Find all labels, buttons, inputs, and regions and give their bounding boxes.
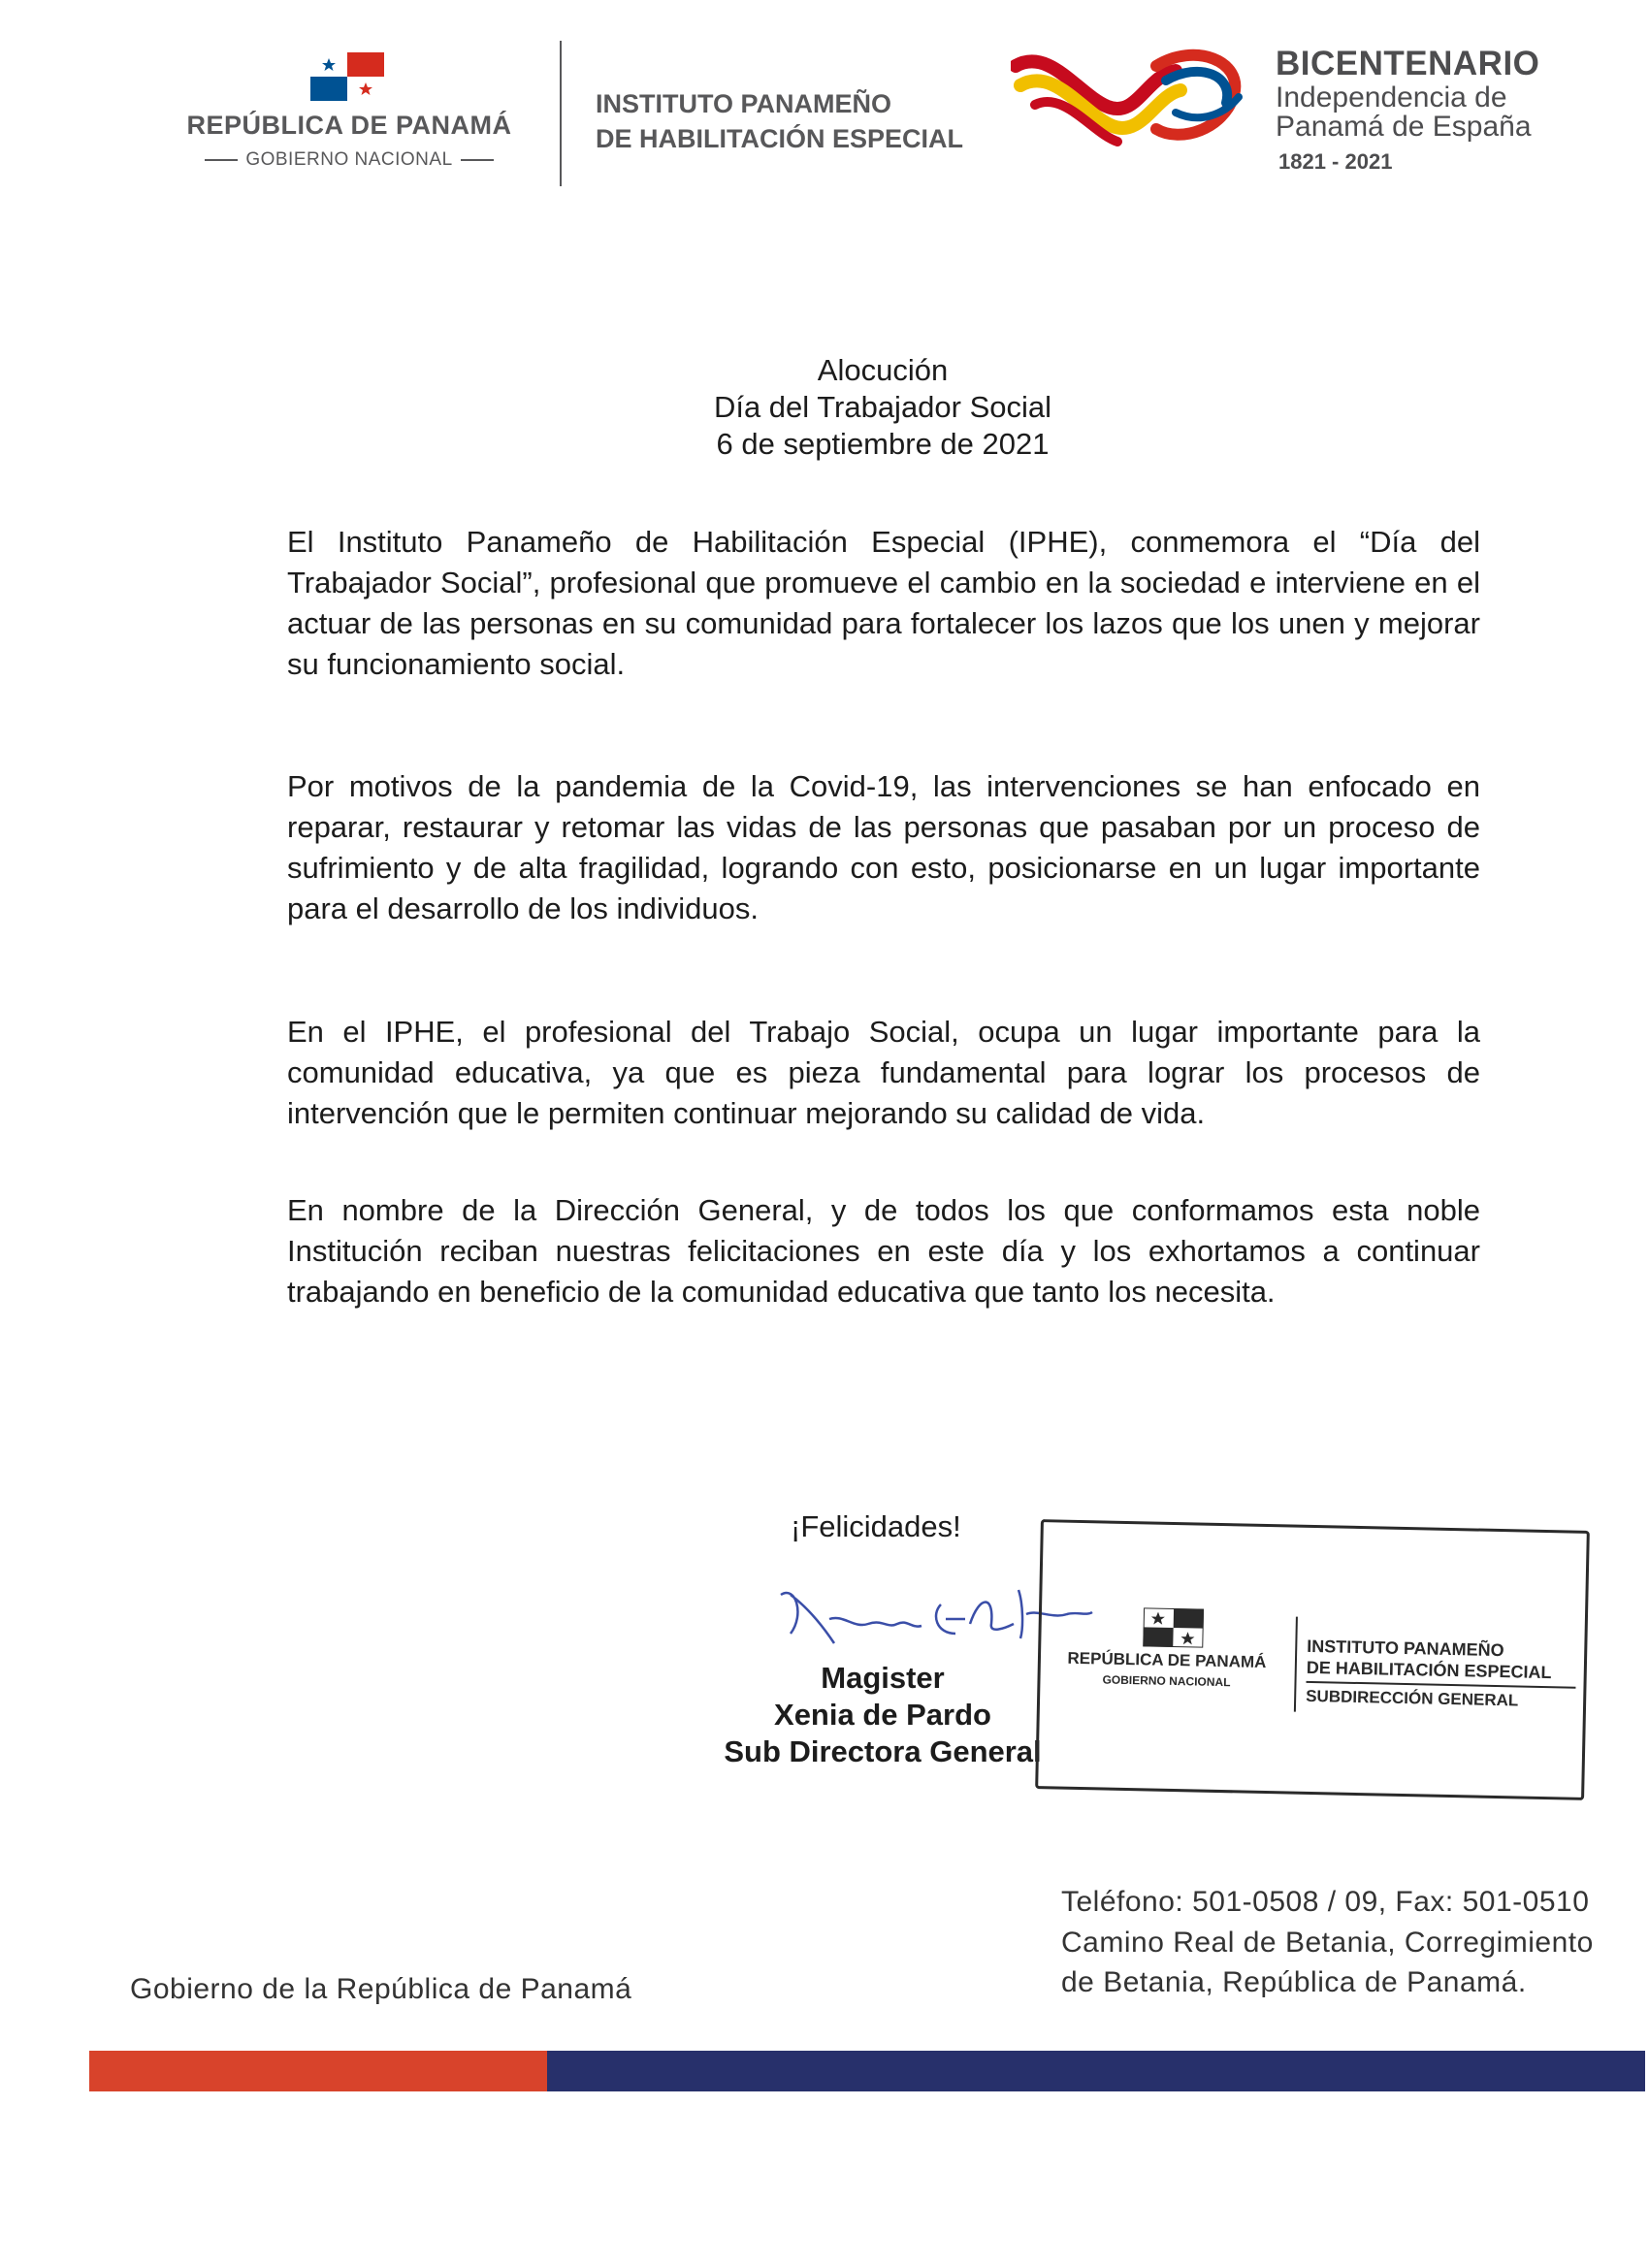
official-stamp <box>1035 1519 1590 1800</box>
panama-flag-icon <box>310 52 384 101</box>
stamp-republic: REPÚBLICA DE PANAMÁ <box>1067 1648 1267 1672</box>
footer-address-line1: Camino Real de Betania, Corregimiento <box>1061 1927 1594 1959</box>
header-divider <box>560 41 562 186</box>
republic-subtitle <box>146 149 553 171</box>
body-paragraph-2: Por motivos de la pandemia de la Covid-19, las intervenciones se han enfocado en reparar, restaurar y retomar las vidas de las personas que pasaban por un proceso de sufrimiento y de alta fragilidad, logrando con esto, posicionarse en un lugar importante para el desarrollo de los individuos. <box>287 769 1480 925</box>
stamp-subdireccion: SUBDIRECCIÓN GENERAL <box>1306 1686 1519 1710</box>
stamp-institute-line2: DE HABILITACIÓN ESPECIAL <box>1306 1657 1552 1683</box>
stamp-institute-line1: INSTITUTO PANAMEÑO <box>1307 1636 1504 1661</box>
footer-government: Gobierno de la República de Panamá <box>130 1973 632 2005</box>
document-date: 6 de septiembre de 2021 <box>716 427 1050 461</box>
footer-bar-blue <box>547 2051 1645 2091</box>
institute-name-line2: DE HABILITACIÓN ESPECIAL <box>596 124 964 153</box>
bicentenario-title: BICENTENARIO <box>1276 45 1540 82</box>
institute-name-line1: INSTITUTO PANAMEÑO <box>596 89 892 118</box>
stamp-flag-icon <box>1143 1607 1204 1647</box>
bicentenario-line2: Panamá de España <box>1276 111 1532 143</box>
bicentenario-years: 1821 - 2021 <box>1278 149 1393 174</box>
stamp-gobierno: GOBIERNO NACIONAL <box>1102 1672 1231 1690</box>
republic-name: REPÚBLICA DE PANAMÁ <box>186 111 512 140</box>
document-title: Alocución <box>817 353 949 387</box>
bicentenario-line1: Independencia de <box>1276 81 1507 113</box>
stamp-divider <box>1294 1617 1298 1712</box>
footer-contact-phone: Teléfono: 501-0508 / 09, Fax: 501-0510 <box>1061 1886 1590 1918</box>
signer-role: Sub Directora General <box>724 1734 1042 1768</box>
republic-subtitle-text: GOBIERNO NACIONAL <box>245 149 453 170</box>
bicentenario-ribbon-logo <box>1011 37 1263 163</box>
footer-address-line2: de Betania, República de Panamá. <box>1061 1966 1527 1998</box>
body-paragraph-1: El Instituto Panameño de Habilitación Especial (IPHE), conmemora el “Día del Trabajador Social”, profesional que promueve el cambio en la sociedad e interviene en el actuar de las personas en su comunidad para fortalecer los lazos que los unen y mejorar su funcionamiento social. <box>287 525 1480 681</box>
body-paragraph-4: En nombre de la Dirección General, y de todos los que conformamos esta noble Institución reciban nuestras felicitaciones en este día y los exhortamos a continuar trabajando en beneficio de la comunidad educativa que tanto los necesita. <box>287 1193 1480 1309</box>
footer-bar-red <box>89 2051 547 2091</box>
signer-name: Xenia de Pardo <box>774 1698 991 1732</box>
body-paragraph-3: En el IPHE, el profesional del Trabajo Social, ocupa un lugar importante para la comunidad educativa, ya que es pieza fundamental para lograr los procesos de intervención que le permiten continuar mejorando su calidad de vida. <box>287 1015 1480 1130</box>
signer-title: Magister <box>821 1661 945 1695</box>
closing-greeting: ¡Felicidades! <box>791 1509 961 1543</box>
document-subtitle: Día del Trabajador Social <box>713 390 1052 424</box>
